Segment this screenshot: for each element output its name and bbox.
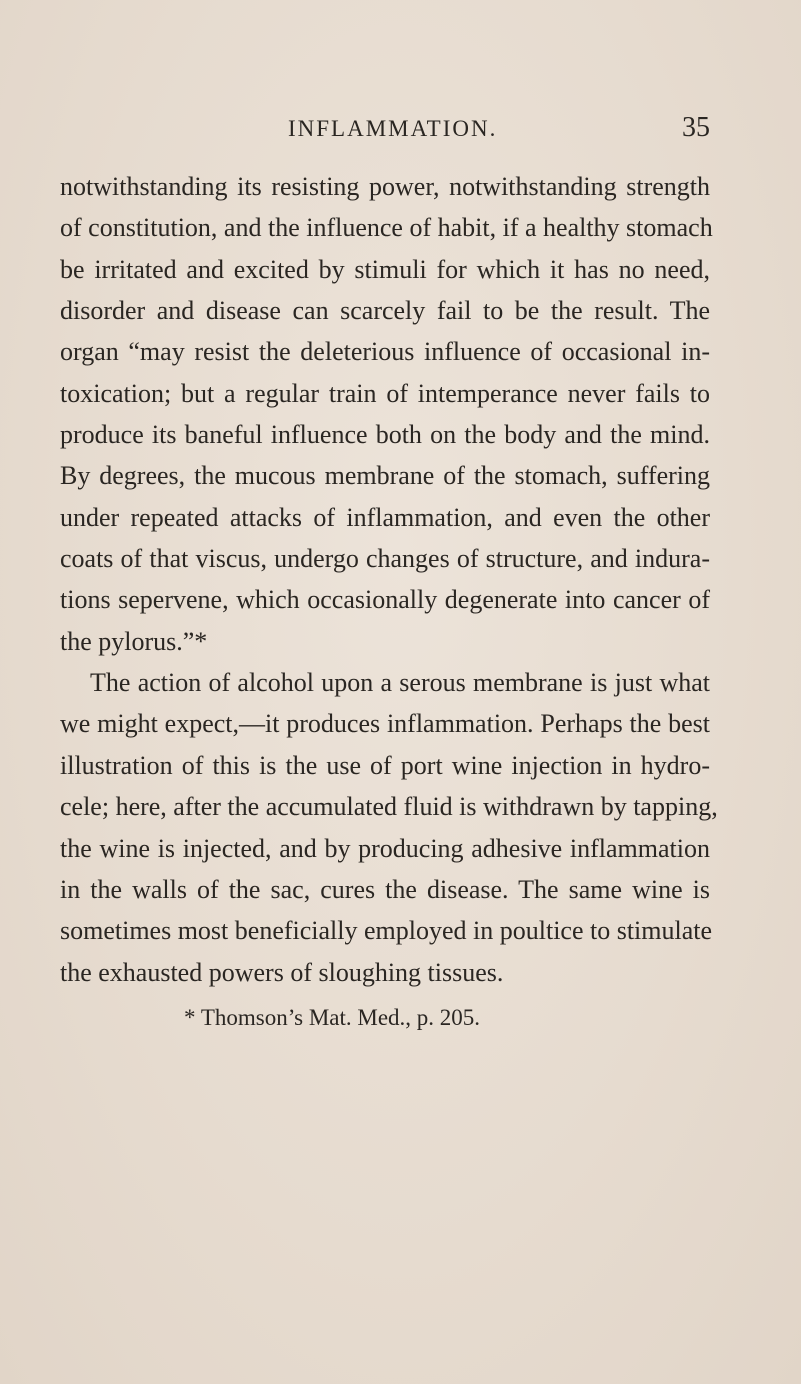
body-line: coats of that viscus, undergo changes of structure, and indura- — [60, 544, 710, 574]
body-line: of constitution, and the influence of habit, if a healthy stomach — [60, 213, 713, 243]
body-line: under repeated attacks of inflammation, and even the other — [60, 502, 710, 532]
running-head — [60, 112, 710, 156]
body-line: By degrees, the mucous membrane of the stomach, suffering — [60, 461, 710, 491]
body-line: we might expect,—it produces inflammation. Perhaps the best — [60, 709, 710, 739]
body-line: illustration of this is the use of port wine injection in hydro- — [60, 750, 710, 780]
body-line: produce its baneful influence both on the body and the mind. — [60, 420, 710, 450]
body-line: the pylorus.”* — [60, 626, 208, 656]
body-line: organ “may resist the deleterious influence of occasional in- — [60, 337, 710, 367]
body-line: be irritated and excited by stimuli for which it has no need, — [60, 254, 710, 284]
body-line: tions sepervene, which occasionally degenerate into cancer of — [60, 585, 710, 615]
body-line: the exhausted powers of sloughing tissues. — [60, 957, 504, 987]
running-title: INFLAMMATION. — [288, 116, 498, 141]
body-line: the wine is injected, and by producing adhesive inflammation — [60, 833, 710, 863]
body-line: disorder and disease can scarcely fail to be the result. The — [60, 296, 710, 326]
body-line: cele; here, after the accumulated fluid is withdrawn by tapping, — [60, 792, 718, 822]
body-text — [60, 166, 718, 993]
body-line: toxication; but a regular train of intemperance never fails to — [60, 378, 710, 408]
body-line: The action of alcohol upon a serous membrane is just what — [90, 668, 710, 698]
body-line: notwithstanding its resisting power, notwithstanding strength — [60, 172, 710, 201]
body-line: in the walls of the sac, cures the disease. The same wine is — [60, 874, 710, 904]
footnote: * Thomson’s Mat. Med., p. 205. — [184, 1005, 481, 1030]
body-line: sometimes most beneficially employed in poultice to stimulate — [60, 916, 713, 946]
page-number: 35 — [682, 112, 710, 143]
